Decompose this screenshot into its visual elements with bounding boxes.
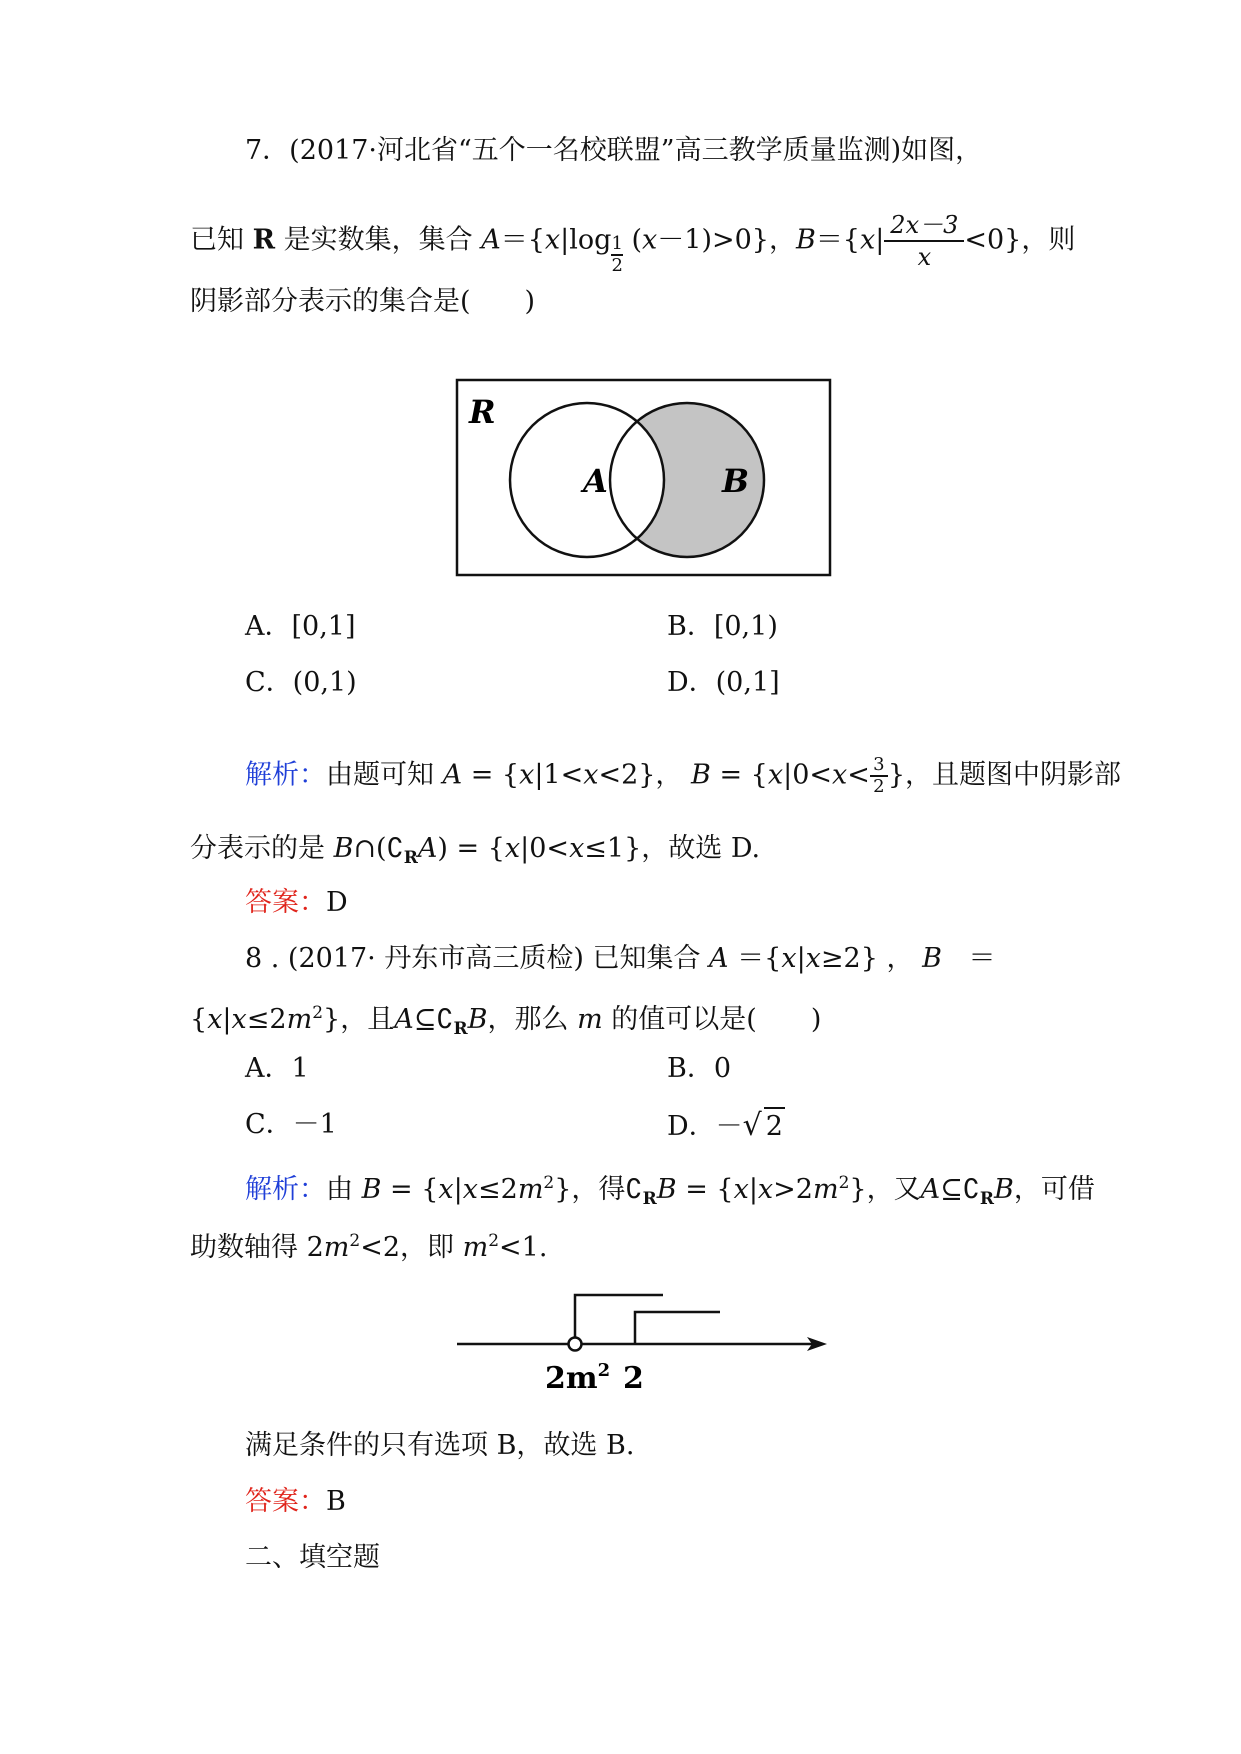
venn-label-B: B: [722, 462, 750, 500]
q8-set-B: B: [467, 1004, 488, 1035]
q8-analysis-text: x: [438, 1174, 454, 1205]
q8-analysis-text: 助数轴得 2: [190, 1232, 324, 1263]
q8-text: |: [796, 943, 806, 974]
q8-text: ≥2} ，: [820, 943, 914, 974]
q7-option-C: C．(0,1): [245, 667, 357, 698]
q7-text: 已知: [190, 224, 244, 256]
bracket-right: [635, 1312, 720, 1344]
q7-set-B: B: [795, 224, 816, 256]
q8-var-m: m: [577, 1004, 603, 1035]
q7-fraction: [884, 210, 964, 272]
q8-set-A: A: [709, 943, 729, 974]
q8-text: ⊆∁: [413, 1004, 454, 1035]
q8-var-x: x: [231, 1004, 247, 1035]
q7-analysis-text: = {: [719, 759, 768, 791]
venn-label-A: A: [583, 462, 608, 500]
q7-answer-label: 答案：: [245, 887, 326, 918]
q7-set-A: A: [481, 224, 501, 256]
q8-answer-value: B: [326, 1486, 346, 1517]
q7-text: ＝{: [815, 224, 860, 256]
q8-analysis-line2: [190, 1223, 1050, 1266]
q7-analysis-text: A: [442, 759, 463, 791]
q7-analysis-fraction-den: 2: [870, 775, 888, 797]
q8-var-x: x: [781, 943, 797, 974]
q8-option-A: A．1: [245, 1053, 309, 1084]
q7-analysis-text: <: [847, 759, 870, 791]
q8-analysis-text: }，得∁: [554, 1174, 643, 1205]
numberline-label-2: 2: [623, 1361, 644, 1396]
q8-analysis-sup: 2: [543, 1173, 555, 1193]
q8-var-x: x: [805, 943, 821, 974]
q7-analysis-line1: [245, 754, 1122, 797]
q8-analysis-label: 解析：: [245, 1174, 326, 1205]
sqrt-icon: √: [742, 1108, 762, 1143]
q7-var-x: x: [860, 224, 876, 256]
q7-analysis-text: x: [569, 833, 585, 864]
q7-analysis-text: ) = {: [437, 833, 505, 864]
q8-answer: [245, 1484, 1050, 1520]
q8-analysis-sub: R: [979, 1189, 995, 1209]
q7-analysis-text: A: [417, 833, 438, 864]
q7-fraction-num: 2x－3: [890, 211, 959, 239]
q8-analysis-text: x: [733, 1174, 749, 1205]
q8-line2: [190, 995, 1050, 1047]
q7-text: 是实数集，集合: [283, 224, 473, 256]
q8-analysis-text: ，可借: [1013, 1174, 1095, 1205]
q7-option-A: A．[0,1]: [245, 611, 356, 642]
q8-analysis-sup: 2: [488, 1231, 500, 1251]
q7-analysis-fraction-num: 3: [873, 754, 885, 775]
q8-answer-label: 答案：: [245, 1486, 326, 1517]
section-title: 二、填空题: [245, 1542, 380, 1573]
q8-analysis-text: m: [323, 1232, 350, 1263]
q8-analysis-text: >2: [773, 1174, 813, 1205]
q8-var-m: m: [286, 1004, 313, 1035]
q7-var-x: x: [544, 224, 561, 256]
q7-text: ＝{: [500, 224, 545, 256]
q8-analysis-text: A: [920, 1174, 941, 1205]
q7-analysis-text: x: [767, 759, 784, 791]
q7-analysis-text: B: [691, 759, 711, 791]
q8-text: ＝{: [737, 943, 782, 974]
q8-analysis-line1: [245, 1165, 1095, 1217]
q7-fraction-den: x: [884, 240, 964, 272]
q8-analysis-text: = {: [390, 1174, 439, 1205]
q8-sub: R: [453, 1019, 468, 1039]
q8-text: {: [190, 1004, 208, 1035]
q7-analysis-text: <2}，: [598, 759, 683, 791]
number-line-diagram: [455, 1290, 850, 1400]
q7-analysis-text: = {: [470, 759, 520, 791]
q8-analysis-text: m: [812, 1174, 839, 1205]
q8-option-D-radicand: 2: [764, 1107, 785, 1145]
q8-analysis-text: B: [361, 1174, 382, 1205]
venn-label-R: R: [469, 393, 496, 431]
q7-option-B: B．[0,1): [667, 611, 778, 642]
q8-option-B: B．0: [667, 1053, 732, 1084]
q8-text: ，那么: [487, 1004, 569, 1035]
q8-analysis-text: <1.: [499, 1232, 548, 1263]
q7-analysis-text: x: [583, 759, 599, 791]
q7-analysis-text: x: [832, 759, 848, 791]
q8-analysis-text: |: [748, 1174, 758, 1205]
q7-analysis-label: 解析：: [245, 759, 326, 791]
q8-conclusion: 满足条件的只有选项 B，故选 B.: [245, 1430, 635, 1461]
q8-analysis-text: ≤2: [478, 1174, 518, 1205]
q8-analysis-sup: 2: [349, 1231, 361, 1251]
q7-set-R: R: [252, 224, 276, 256]
q7-line3: 阴影部分表示的集合是( ): [190, 286, 536, 317]
q7-analysis-text: B: [333, 833, 354, 864]
q7-analysis-text: }，且题图中阴影部: [887, 759, 1122, 791]
open-point: [569, 1338, 582, 1351]
q8-analysis-text: m: [462, 1232, 489, 1263]
q8-analysis-text: B: [656, 1174, 677, 1205]
q7-analysis-text: ≤1}，故选 D.: [584, 833, 761, 864]
q8-analysis-text: B: [994, 1174, 1014, 1205]
q7-header: 7．(2017·河北省“五个一名校联盟”高三教学质量监测)如图，: [245, 135, 983, 166]
q8-analysis-text: x: [757, 1174, 774, 1205]
q8-analysis-text: ⊆∁: [940, 1174, 980, 1205]
q7-analysis-line2: [190, 831, 1050, 876]
q8-analysis-text: x: [462, 1174, 478, 1205]
q8-text: ≤2: [246, 1004, 287, 1035]
q7-text: |: [875, 224, 885, 256]
q7-analysis-text: |0<: [520, 833, 570, 864]
q7-log-base-den: 2: [611, 254, 623, 276]
q8-analysis-sup: 2: [838, 1173, 850, 1193]
bracket-left: [575, 1295, 663, 1344]
q7-line2: [190, 210, 1076, 276]
numberline-label-2m2: $2m^2$: [545, 1360, 611, 1396]
q8-analysis-text: |: [453, 1174, 463, 1205]
q8-text: 8 . (2017· 丹东市高三质检) 已知集合: [245, 943, 701, 974]
q7-log: |log: [560, 224, 612, 256]
q8-var-x: x: [207, 1004, 223, 1035]
q8-analysis-text: 由: [326, 1174, 353, 1205]
q7-option-D: D．(0,1]: [667, 667, 780, 698]
q7-log-base: [611, 234, 622, 276]
q8-sup: 2: [312, 1003, 324, 1023]
q8-set-B: B: [922, 943, 942, 974]
q8-analysis-text: m: [517, 1174, 544, 1205]
q7-var-x: x: [642, 224, 658, 256]
q8-text: |: [222, 1004, 232, 1035]
q8-analysis-text: }，又: [849, 1174, 921, 1205]
q8-text: ＝: [968, 943, 996, 974]
q7-analysis-fraction: [870, 755, 888, 797]
q7-answer: [245, 885, 1050, 921]
q7-text: <0}，则: [964, 224, 1076, 256]
q8-option-C: C．－1: [245, 1109, 337, 1140]
q7-analysis-text: ∩(∁: [353, 833, 404, 864]
q7-analysis-text: 由题可知: [326, 759, 434, 791]
q8-option-D: [667, 1107, 785, 1145]
q8-option-D-prefix: D．－: [667, 1111, 743, 1142]
q7-analysis-text: |1<: [534, 759, 584, 791]
q8-text: }，且: [323, 1004, 395, 1035]
q8-line1: [245, 941, 1050, 977]
q7-analysis-text: x: [504, 833, 521, 864]
q7-text: (: [631, 224, 643, 256]
q7-analysis-sub: R: [403, 848, 418, 868]
q7-log-base-num: 1: [611, 232, 623, 254]
q8-analysis-sub: R: [642, 1189, 657, 1209]
q8-analysis-text: = {: [685, 1174, 734, 1205]
venn-diagram: [455, 378, 845, 580]
q7-answer-value: D: [326, 887, 348, 918]
q8-text: 的值可以是( ): [611, 1004, 822, 1035]
q8-analysis-text: <2，即: [360, 1232, 455, 1263]
q7-analysis-text: 分表示的是: [190, 833, 325, 864]
q8-set-A: A: [394, 1004, 414, 1035]
q7-analysis-text: x: [519, 759, 535, 791]
q7-analysis-text: |0<: [783, 759, 832, 791]
q7-text: －1)>0}，: [657, 224, 796, 256]
